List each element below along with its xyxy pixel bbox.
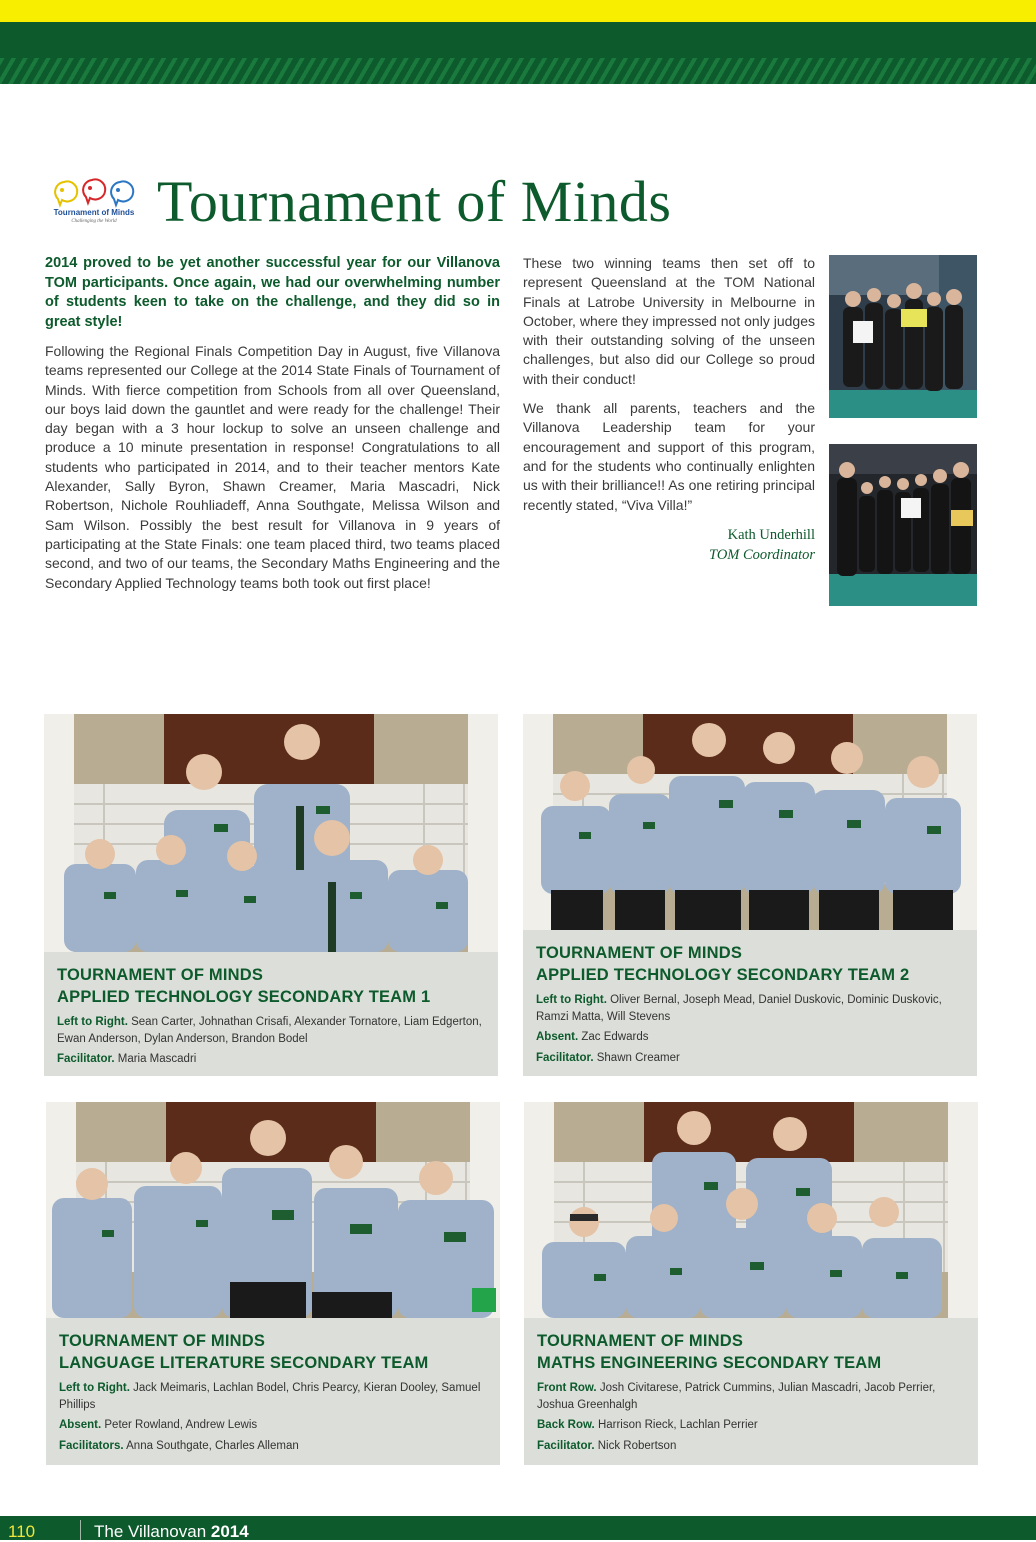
- publication-year: 2014: [210, 1522, 249, 1541]
- article-left-column: [45, 254, 500, 603]
- team-title: [57, 964, 488, 1008]
- team-absent-label: Absent.: [536, 1031, 579, 1043]
- team-caption: [536, 942, 967, 1070]
- logo-tagline: Challenging the World: [71, 219, 117, 224]
- logo-name: Tournament of Minds: [53, 208, 135, 217]
- team-front-row: [537, 1380, 968, 1413]
- article-paragraph-2: These two winning teams then set off to represent Queensland at the TOM National Finals at Latrobe University in Melbourne in October, where they impressed not only judges with their outstanding solving of the unseen challenges, but also did our College so proud with their conduct!: [523, 255, 815, 387]
- team-title-line-2: MATHS ENGINEERING SECONDARY TEAM: [537, 1354, 882, 1372]
- team-back-row-label: Back Row.: [537, 1419, 595, 1431]
- team-absent-label: Absent.: [59, 1419, 102, 1431]
- team-photo: [46, 1102, 500, 1318]
- team-title-line-2: APPLIED TECHNOLOGY SECONDARY TEAM 1: [57, 988, 431, 1006]
- team-facilitator: [57, 1051, 488, 1068]
- signature-name: Kath Underhill: [727, 526, 815, 543]
- team-photo: [523, 714, 977, 930]
- team-facilitators: [59, 1438, 490, 1455]
- team-caption: [59, 1330, 490, 1458]
- team-title-line-1: TOURNAMENT OF MINDS: [536, 944, 743, 962]
- team-caption: [537, 1330, 968, 1458]
- tom-logo: [46, 176, 142, 232]
- signature: [523, 525, 815, 565]
- team-members-label: Left to Right.: [536, 994, 607, 1006]
- team-members: [57, 1014, 488, 1047]
- team-back-row: [537, 1417, 968, 1434]
- page-number: 110: [8, 1522, 36, 1541]
- team-facilitator-label: Facilitator.: [57, 1053, 115, 1065]
- team-absent: [536, 1029, 967, 1046]
- team-panel-language-literature: [46, 1102, 500, 1465]
- team-facilitator-label: Facilitator.: [537, 1439, 595, 1452]
- team-facilitator-text: Shawn Creamer: [596, 1051, 680, 1064]
- national-finals-photo-1: [829, 255, 977, 418]
- header-yellow-stripe: [0, 0, 1036, 22]
- team-facilitator: [537, 1438, 968, 1455]
- tom-heads-icon: [46, 176, 142, 208]
- team-photo: [524, 1102, 978, 1318]
- team-panel-maths-engineering: [524, 1102, 978, 1465]
- signature-role: TOM Coordinator: [709, 546, 815, 563]
- team-caption: [57, 964, 488, 1072]
- team-members-text: Oliver Bernal, Joseph Mead, Daniel Duskovic, Dominic Duskovic, Ramzi Matta, Will Stevens: [536, 994, 942, 1023]
- team-title: [536, 942, 967, 986]
- team-front-row-label: Front Row.: [537, 1382, 597, 1394]
- header-hatched-stripe: [0, 58, 1036, 84]
- team-absent-text: Peter Rowland, Andrew Lewis: [104, 1419, 258, 1431]
- team-title-line-1: TOURNAMENT OF MINDS: [59, 1332, 266, 1350]
- national-finals-photo-2: [829, 444, 977, 606]
- team-front-row-text: Josh Civitarese, Patrick Cummins, Julian Mascadri, Jacob Perrier, Joshua Greenhalgh: [537, 1382, 936, 1411]
- team-absent-text: Zac Edwards: [581, 1031, 649, 1043]
- publication-name: The Villanovan: [94, 1522, 207, 1541]
- article-paragraph-1: Following the Regional Finals Competition Day in August, five Villanova teams represented our College at the 2014 State Finals of Tournament of Minds. With fierce competition from Schools from all over Queensland, our boys laid down the gauntlet and were ready for the challenge! Their day began with a 3 hour lockup to solve an unseen challenge and produce a 10 minute presentation in response! Congratulations to all students who participated in 2014, and to their teacher mentors Kate Alexander, Sally Byron, Shawn Creamer, Maria Mascadri, Nick Robertson, Nichole Rouhliadeff, Anna Southgate, Melissa Wilson and Sam Wilson. Possibly the best result for Villanova in 9 years of participating at the State Finals: one team placed third, two teams placed second, and two of our teams, the Secondary Maths Engineering and the Secondary Applied Technology teams both took out first place!: [45, 343, 500, 591]
- team-facilitator-label: Facilitator.: [536, 1051, 594, 1064]
- team-title-line-1: TOURNAMENT OF MINDS: [537, 1332, 744, 1350]
- team-photo: [44, 714, 498, 952]
- team-title-line-2: LANGUAGE LITERATURE SECONDARY TEAM: [59, 1354, 429, 1372]
- team-title: [537, 1330, 968, 1374]
- article-lead: 2014 proved to be yet another successful year for our Villanova TOM participants. Once again, we had our overwhelming number of students keen to take on the challenge, and they did so in great style!: [45, 255, 500, 330]
- team-panel-applied-technology-2: [523, 714, 977, 1076]
- team-members-text: Jack Meimaris, Lachlan Bodel, Chris Pearcy, Kieran Dooley, Samuel Phillips: [59, 1382, 481, 1411]
- footer-publication: [94, 1522, 249, 1542]
- article-right-column: [523, 254, 815, 565]
- team-members: [536, 992, 967, 1025]
- team-facilitator: [536, 1050, 967, 1067]
- team-title-line-2: APPLIED TECHNOLOGY SECONDARY TEAM 2: [536, 966, 910, 984]
- team-facilitator-text: Maria Mascadri: [117, 1053, 197, 1065]
- team-title-line-1: TOURNAMENT OF MINDS: [57, 966, 264, 984]
- team-facilitators-text: Anna Southgate, Charles Alleman: [126, 1439, 299, 1452]
- article-paragraph-3: We thank all parents, teachers and the Villanova Leadership team for your encouragement and support of this program, and for the students who continually enlighten us with their brilliance!! As one retiring principal recently stated, “Viva Villa!”: [523, 400, 815, 513]
- page-title: Tournament of Minds: [157, 169, 672, 234]
- team-members-text: Sean Carter, Johnathan Crisafi, Alexander Tornatore, Liam Edgerton, Ewan Anderson, Dylan Anderson, Brandon Bodel: [57, 1016, 482, 1045]
- team-panel-applied-technology-1: [44, 714, 498, 1076]
- footer-divider: [80, 1520, 81, 1540]
- team-members-label: Left to Right.: [57, 1016, 128, 1028]
- team-absent: [59, 1417, 490, 1434]
- team-title: [59, 1330, 490, 1374]
- team-members: [59, 1380, 490, 1413]
- team-back-row-text: Harrison Rieck, Lachlan Perrier: [597, 1419, 758, 1431]
- team-facilitators-label: Facilitators.: [59, 1439, 124, 1452]
- team-members-label: Left to Right.: [59, 1382, 130, 1394]
- team-facilitator-text: Nick Robertson: [597, 1439, 677, 1452]
